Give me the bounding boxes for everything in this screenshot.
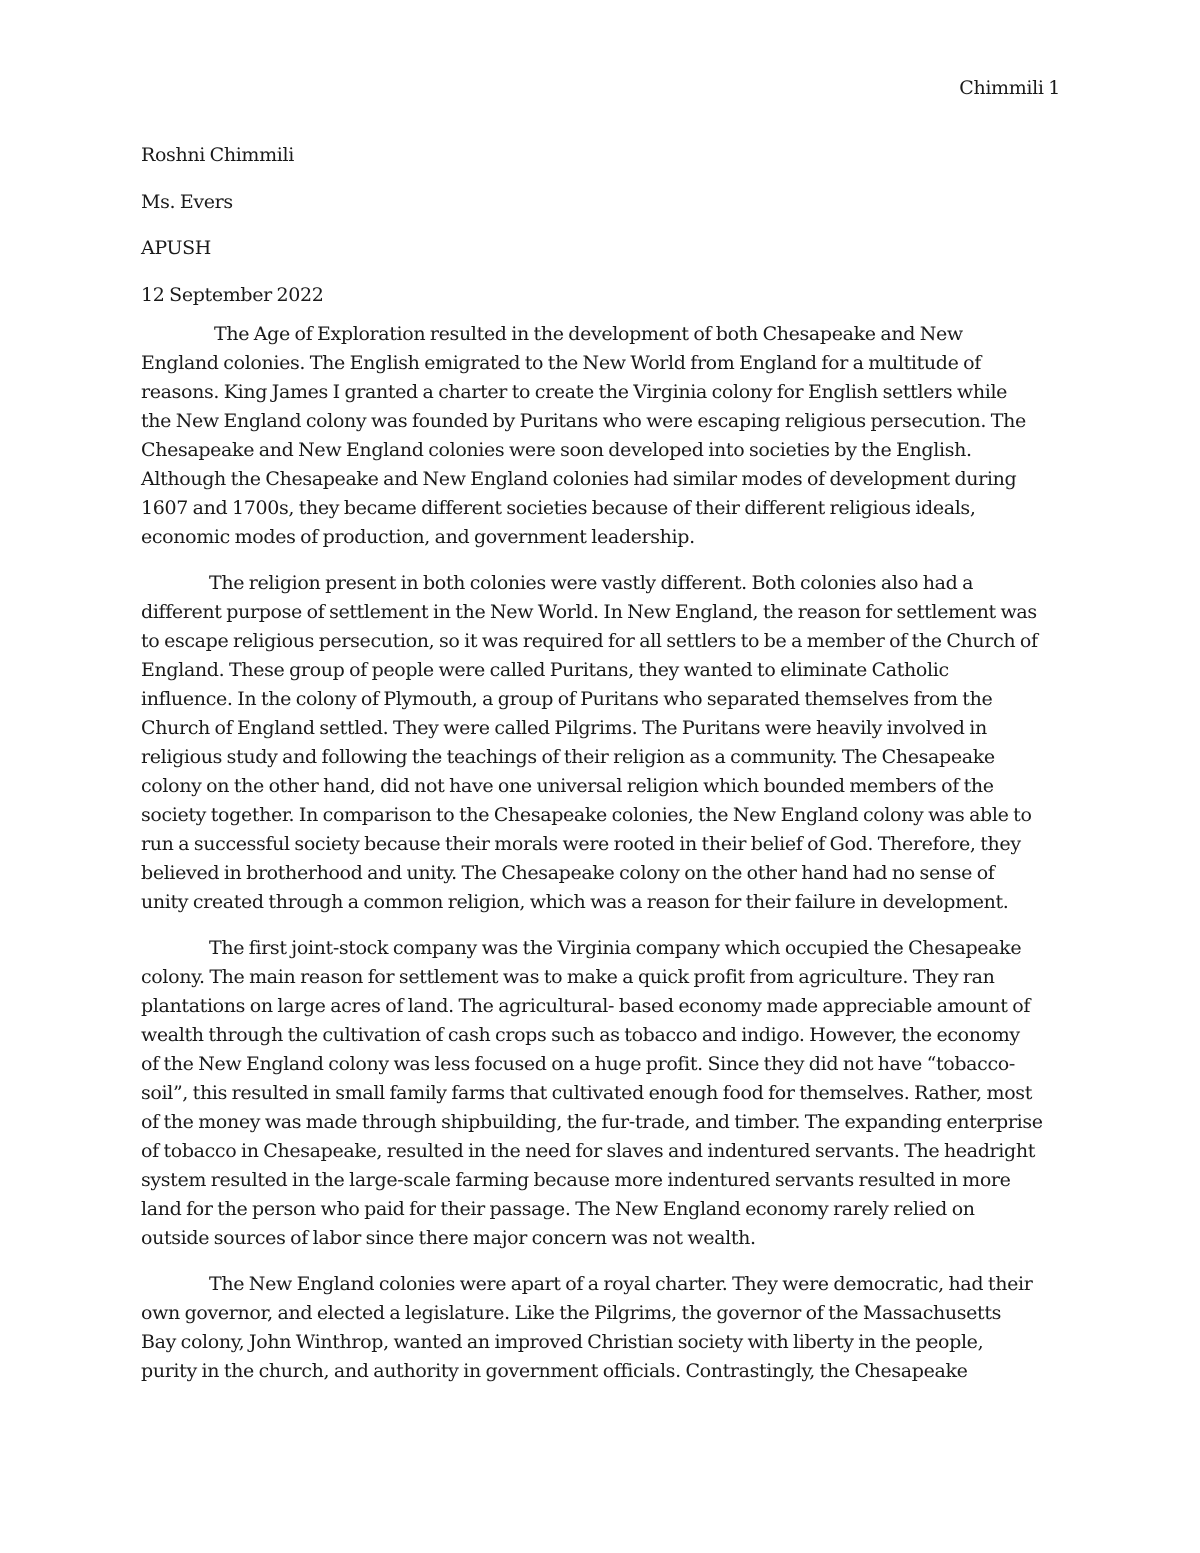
essay-paragraph: [141, 569, 1061, 917]
course-name: APUSH: [141, 237, 212, 260]
paragraph-line: colony. The main reason for settlement was to make a quick profit from agriculture. They ran: [141, 966, 995, 988]
paragraph-line: land for the person who paid for their passage. The New England economy rarely relied on: [141, 1198, 975, 1220]
paragraph-line: influence. In the colony of Plymouth, a group of Puritans who separated themselves from the: [141, 688, 993, 710]
paragraph-line: reasons. King James I granted a charter to create the Virginia colony for English settlers while: [141, 381, 1008, 403]
paragraph-line: different purpose of settlement in the New World. In New England, the reason for settlement was: [141, 601, 1037, 623]
paragraph-line: to escape religious persecution, so it was required for all settlers to be a member of the Church of: [141, 630, 1038, 652]
paragraph-line: Chesapeake and New England colonies were soon developed into societies by the English.: [141, 439, 972, 461]
paragraph-line: religious study and following the teachings of their religion as a community. The Chesapeake: [141, 746, 995, 768]
paragraph-line: soil”, this resulted in small family farms that cultivated enough food for themselves. Rather, most: [141, 1082, 1032, 1104]
paragraph-line: of the New England colony was less focused on a huge profit. Since they did not have “tobacco-: [141, 1053, 1015, 1075]
paragraph-line: 1607 and 1700s, they became different societies because of their different religious ideals,: [141, 497, 976, 519]
paragraph-line: colony on the other hand, did not have one universal religion which bounded members of the: [141, 775, 994, 797]
essay-date: 12 September 2022: [141, 283, 324, 306]
student-name: Roshni Chimmili: [141, 144, 294, 166]
paragraph-line: economic modes of production, and government leadership.: [141, 526, 695, 548]
paragraph-line: society together. In comparison to the Chesapeake colonies, the New England colony was able to: [141, 804, 1032, 826]
paragraph-line: Although the Chesapeake and New England colonies had similar modes of development during: [141, 468, 1017, 490]
paragraph-line: The religion present in both colonies were vastly different. Both colonies also had a: [209, 572, 974, 594]
essay-paragraph: [141, 934, 1061, 1253]
paragraph-line: unity created through a common religion, which was a reason for their failure in development.: [141, 891, 1009, 913]
paragraph-line: outside sources of labor since there major concern was not wealth.: [141, 1227, 756, 1249]
paragraph-line: of the money was made through shipbuilding, the fur-trade, and timber. The expanding enterprise: [141, 1111, 1043, 1133]
teacher-name: Ms. Evers: [141, 190, 233, 213]
paragraph-line: run a successful society because their morals were rooted in their belief of God. Therefore, they: [141, 833, 1021, 855]
essay-paragraph: [141, 320, 1061, 552]
paragraph-line: believed in brotherhood and unity. The Chesapeake colony on the other hand had no sense of: [141, 862, 995, 884]
paragraph-line: The first joint-stock company was the Virginia company which occupied the Chesapeake: [209, 937, 1022, 959]
paragraph-line: the New England colony was founded by Puritans who were escaping religious persecution. The: [141, 410, 1026, 432]
paragraph-line: wealth through the cultivation of cash crops such as tobacco and indigo. However, the economy: [141, 1024, 1020, 1046]
paragraph-line: of tobacco in Chesapeake, resulted in the need for slaves and indentured servants. The headright: [141, 1140, 1036, 1162]
paragraph-line: England. These group of people were called Puritans, they wanted to eliminate Catholic: [141, 659, 949, 681]
paragraph-line: Bay colony, John Winthrop, wanted an improved Christian society with liberty in the people,: [141, 1331, 984, 1353]
mla-heading: [141, 141, 1061, 327]
paragraph-line: The Age of Exploration resulted in the development of both Chesapeake and New: [214, 323, 963, 345]
paragraph-line: Church of England settled. They were called Pilgrims. The Puritans were heavily involved in: [141, 717, 987, 739]
paragraph-line: plantations on large acres of land. The agricultural- based economy made appreciable amount of: [141, 995, 1031, 1017]
essay-body: [141, 320, 1061, 1403]
paragraph-line: purity in the church, and authority in government officials. Contrastingly, the Chesapeake: [141, 1360, 968, 1382]
paragraph-line: system resulted in the large-scale farming because more indentured servants resulted in more: [141, 1169, 1011, 1191]
paragraph-line: The New England colonies were apart of a royal charter. They were democratic, had their: [209, 1273, 1033, 1295]
essay-paragraph: [141, 1270, 1061, 1386]
running-header: Chimmili 1: [959, 77, 1060, 99]
paragraph-line: England colonies. The English emigrated to the New World from England for a multitude of: [141, 352, 981, 374]
paragraph-line: own governor, and elected a legislature. Like the Pilgrims, the governor of the Massachusetts: [141, 1302, 1002, 1324]
